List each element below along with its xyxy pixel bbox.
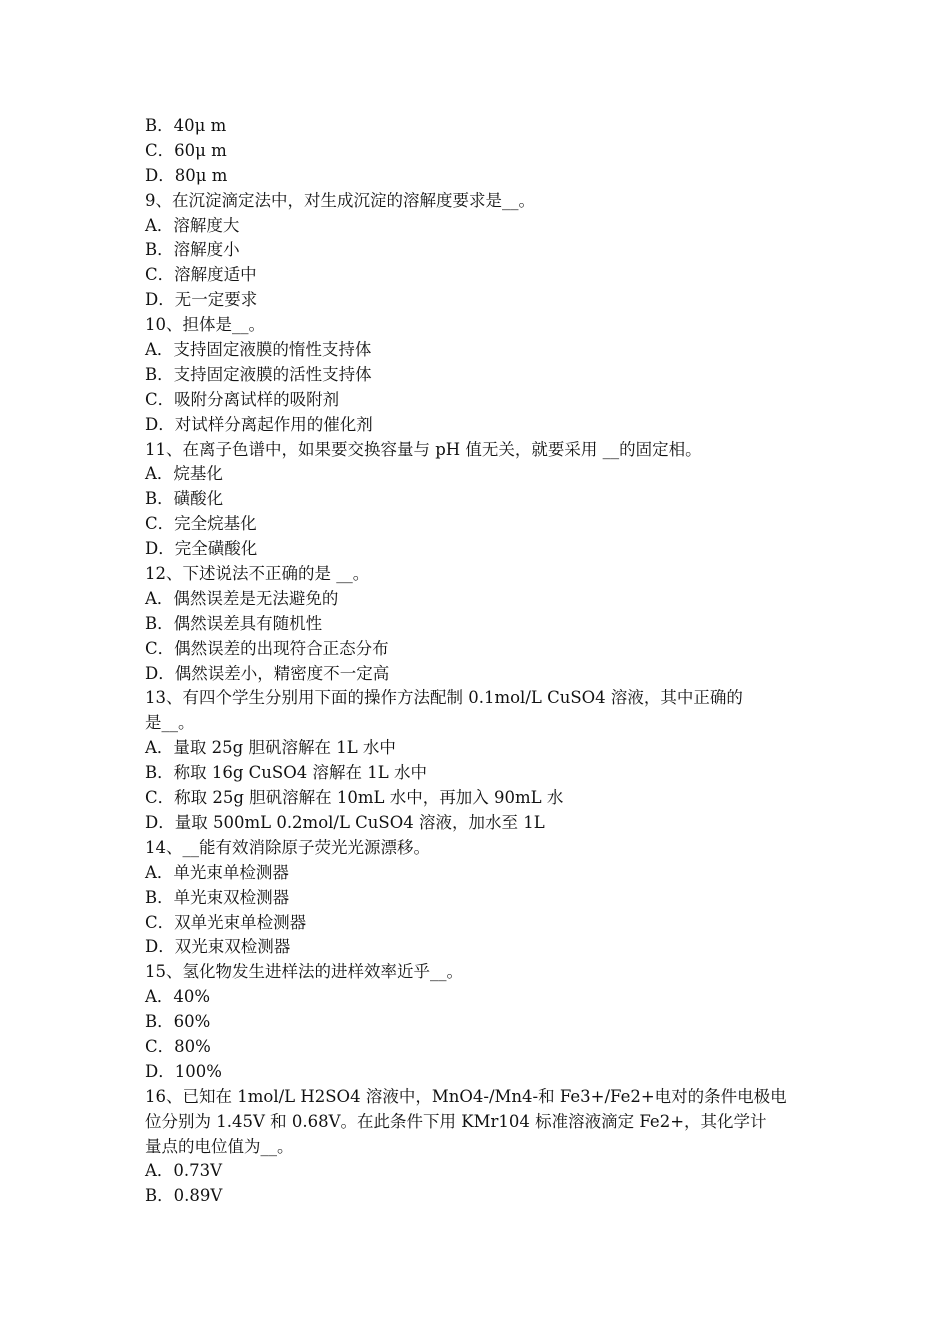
- option-line: C．吸附分离试样的吸附剂: [145, 389, 340, 409]
- option-line: A．单光束单检测器: [145, 862, 289, 882]
- option-line: B．60%: [145, 1012, 211, 1032]
- option-line: C．称取 25g 胆矾溶解在 10mL 水中，再加入 90mL 水: [145, 788, 564, 808]
- question-line: 11、在离子色谱中，如果要交换容量与 pH 值无关，就要采用 __的固定相。: [145, 439, 702, 459]
- option-line: B．40μ m: [145, 116, 227, 135]
- question-line: 量点的电位值为__。: [145, 1136, 294, 1156]
- option-line: C．偶然误差的出现符合正态分布: [145, 638, 389, 658]
- option-line: D．完全磺酸化: [145, 539, 258, 559]
- question-line: 10、担体是__。: [145, 315, 265, 335]
- question-line: 是__。: [145, 713, 195, 733]
- question-line: 12、下述说法不正确的是 __。: [145, 564, 370, 584]
- option-line: D．无一定要求: [145, 290, 258, 310]
- option-line: A．溶解度大: [145, 215, 240, 235]
- question-line: 16、已知在 1mol/L H2SO4 溶液中，MnO4-/Mn4-和 Fe3+/Fe2+电对的条件电极电: [145, 1086, 787, 1106]
- option-line: D．对试样分离起作用的催化剂: [145, 414, 373, 434]
- option-line: B．偶然误差具有随机性: [145, 613, 323, 633]
- option-line: B．称取 16g CuSO4 溶解在 1L 水中: [145, 763, 427, 783]
- option-line: D．80μ m: [145, 165, 228, 185]
- option-line: A．支持固定液膜的惰性支持体: [145, 340, 372, 360]
- question-line: 9、在沉淀滴定法中，对生成沉淀的溶解度要求是__。: [145, 190, 535, 210]
- question-line: 位分别为 1.45V 和 0.68V。在此条件下用 KMr104 标准溶液滴定 Fe2+，其化学计: [145, 1111, 767, 1131]
- option-line: C．双单光束单检测器: [145, 912, 307, 932]
- option-line: B．0.89V: [145, 1186, 223, 1206]
- option-line: D．100%: [145, 1061, 222, 1081]
- option-line: B．磺酸化: [145, 489, 224, 509]
- option-line: B．单光束双检测器: [145, 887, 290, 907]
- option-line: D．双光束双检测器: [145, 937, 291, 957]
- option-line: D．偶然误差小，精密度不一定高: [145, 663, 390, 683]
- option-line: C．完全烷基化: [145, 514, 257, 534]
- question-line: 13、有四个学生分别用下面的操作方法配制 0.1mol/L CuSO4 溶液，其中正确的: [145, 688, 743, 708]
- option-line: B．支持固定液膜的活性支持体: [145, 364, 372, 384]
- option-line: A．40%: [145, 987, 211, 1007]
- option-line: C．80%: [145, 1036, 211, 1056]
- option-line: A．0.73V: [145, 1161, 223, 1181]
- option-line: B．溶解度小: [145, 240, 240, 260]
- option-line: A．偶然误差是无法避免的: [145, 588, 339, 608]
- question-line: 14、__能有效消除原子荧光光源漂移。: [145, 837, 430, 857]
- option-line: A．量取 25g 胆矾溶解在 1L 水中: [145, 738, 396, 758]
- question-line: 15、氢化物发生进样法的进样效率近乎__。: [145, 962, 463, 982]
- option-line: C．溶解度适中: [145, 265, 257, 285]
- option-line: C．60μ m: [145, 140, 227, 160]
- option-line: A．烷基化: [145, 464, 223, 484]
- option-line: D．量取 500mL 0.2mol/L CuSO4 溶液，加水至 1L: [145, 812, 545, 832]
- document-page: [145, 114, 825, 1209]
